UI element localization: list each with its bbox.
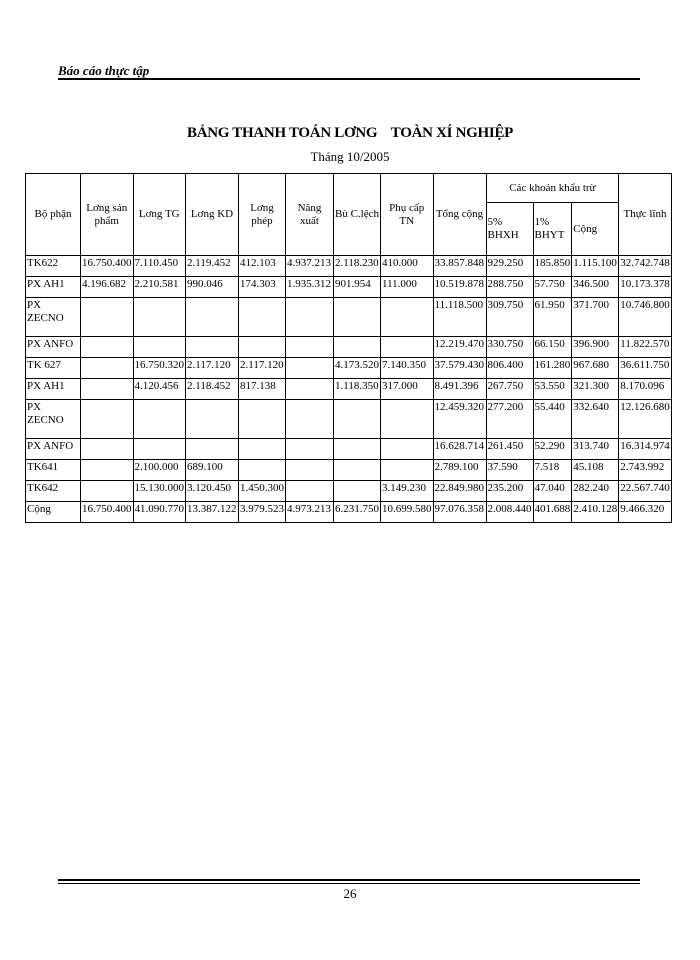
table-cell: 57.750 [533,277,572,298]
table-cell: 2.117.120 [239,358,286,379]
table-cell [381,400,434,439]
page-subtitle: Tháng 10/2005 [310,149,390,164]
table-cell: 8.170.096 [619,379,672,400]
col-header-luong-kd: Lơng KD [186,174,239,256]
table-cell [81,298,134,337]
table-cell: 3.979.523 [239,502,286,523]
table-cell: 16.750.400 [81,256,134,277]
col-header-luong-sp: Lơng sản phẩm [81,174,134,256]
col-header-nang-xuat: Năng xuất [286,174,334,256]
table-cell: 277.200 [486,400,533,439]
table-cell [334,439,381,460]
table-cell [334,400,381,439]
table-row [26,379,672,400]
table-cell: 55.440 [533,400,572,439]
table-cell: 37.579.430 [433,358,486,379]
table-cell: 36.611.750 [619,358,672,379]
table-cell: 2.789.100 [433,460,486,481]
table-cell: 1.450.300 [239,481,286,502]
table-cell: 16.314.974 [619,439,672,460]
col-header-bhyt: 1% BHYT [533,203,572,256]
table-cell: 330.750 [486,337,533,358]
table-cell: 11.822.570 [619,337,672,358]
table-cell: 10.746.800 [619,298,672,337]
table-row [26,358,672,379]
col-header-luong-tg: Lơng TG [133,174,186,256]
table-cell [81,337,134,358]
table-cell [286,358,334,379]
page-title: BẢNG THANH TOÁN LƠNG TOÀN XÍ NGHIỆP [186,125,514,141]
table-cell: 282.240 [572,481,619,502]
table-cell: 7.110.450 [133,256,186,277]
table-cell [133,439,186,460]
table-cell: 11.118.500 [433,298,486,337]
table-cell: 313.740 [572,439,619,460]
table-cell: 16.750.400 [81,502,134,523]
table-cell: 22.849.980 [433,481,486,502]
table-cell [186,337,239,358]
table-cell: 689.100 [186,460,239,481]
table-cell [334,481,381,502]
table-cell: 10.173.378 [619,277,672,298]
table-cell: 6.231.750 [334,502,381,523]
payroll-table [25,173,672,523]
row-label: PX ANFO [26,337,81,358]
table-cell: 12.459.320 [433,400,486,439]
table-cell: 261.450 [486,439,533,460]
table-cell: 10.699.580 [381,502,434,523]
table-cell: 346.500 [572,277,619,298]
header-rule [58,78,640,80]
table-cell: 7.518 [533,460,572,481]
table-cell [381,337,434,358]
col-header-thuc-linh: Thực lĩnh [619,174,672,256]
table-cell [81,358,134,379]
table-cell: 161.280 [533,358,572,379]
table-cell: 401.688 [533,502,572,523]
table-cell: 33.857.848 [433,256,486,277]
table-cell: 41.090.770 [133,502,186,523]
table-cell [286,400,334,439]
table-cell: 1.935.312 [286,277,334,298]
table-row [26,460,672,481]
table-cell: 185.850 [533,256,572,277]
table-cell [81,481,134,502]
table-cell [133,298,186,337]
table-cell: 2.008.440 [486,502,533,523]
table-row [26,277,672,298]
table-cell: 16.750.320 [133,358,186,379]
table-cell: 37.590 [486,460,533,481]
table-cell [133,400,186,439]
col-header-bhxh: 5% BHXH [486,203,533,256]
table-cell: 332.640 [572,400,619,439]
table-cell [81,400,134,439]
table-cell [334,337,381,358]
table-cell: 990.046 [186,277,239,298]
table-cell [133,337,186,358]
table-cell: 410.000 [381,256,434,277]
table-cell: 2.118.230 [334,256,381,277]
table-cell: 1.115.100 [572,256,619,277]
table-cell: 2.743.992 [619,460,672,481]
table-cell [286,379,334,400]
table-cell: 901.954 [334,277,381,298]
table-cell [286,439,334,460]
table-cell [239,439,286,460]
table-cell: 309.750 [486,298,533,337]
table-cell [381,298,434,337]
table-cell: 2.210.581 [133,277,186,298]
table-row [26,481,672,502]
table-cell: 1.118.350 [334,379,381,400]
row-label: PX ZECNO [26,400,81,439]
table-cell: 2.117.120 [186,358,239,379]
footer-rule [58,879,640,881]
col-header-khau-tru: Các khoản khấu trừ [486,174,619,203]
table-cell: 61.950 [533,298,572,337]
table-row [26,337,672,358]
table-cell: 13.387.122 [186,502,239,523]
table-cell: 2.119.452 [186,256,239,277]
table-cell: 4.173.520 [334,358,381,379]
row-label: TK 627 [26,358,81,379]
table-cell: 4.937.213 [286,256,334,277]
table-cell [81,460,134,481]
col-header-tong-cong: Tổng cộng [433,174,486,256]
table-cell: 967.680 [572,358,619,379]
col-header-bo-phan: Bộ phận [26,174,81,256]
table-cell: 371.700 [572,298,619,337]
table-cell: 2.410.128 [572,502,619,523]
table-cell [81,379,134,400]
table-cell: 97.076.358 [433,502,486,523]
table-cell: 317.000 [381,379,434,400]
table-cell: 2.100.000 [133,460,186,481]
table-cell [334,298,381,337]
table-cell: 8.491.396 [433,379,486,400]
table-cell [286,460,334,481]
table-cell: 235.200 [486,481,533,502]
col-header-cong: Cộng [572,203,619,256]
table-cell: 4.196.682 [81,277,134,298]
table-cell: 12.126.680 [619,400,672,439]
table-row [26,439,672,460]
table-cell: 16.628.714 [433,439,486,460]
table-cell [186,400,239,439]
table-row [26,256,672,277]
row-label: Cộng [26,502,81,523]
table-cell: 267.750 [486,379,533,400]
table-cell: 929.250 [486,256,533,277]
table-cell: 321.300 [572,379,619,400]
table-cell: 806.400 [486,358,533,379]
table-cell: 396.900 [572,337,619,358]
page-number: 26 [343,886,357,901]
row-label: TK622 [26,256,81,277]
table-cell: 9.466.320 [619,502,672,523]
table-cell: 7.140.350 [381,358,434,379]
table-cell: 412.103 [239,256,286,277]
table-cell: 817.138 [239,379,286,400]
table-cell: 174.303 [239,277,286,298]
table-cell: 111.000 [381,277,434,298]
table-cell [286,337,334,358]
table-cell [381,460,434,481]
row-label: TK642 [26,481,81,502]
report-header-label: Báo cáo thực tập [58,63,150,78]
col-header-bu-clech: Bù C.lệch [334,174,381,256]
row-label: PX AH1 [26,379,81,400]
table-cell: 12.219.470 [433,337,486,358]
table-cell [239,460,286,481]
table-cell: 66.150 [533,337,572,358]
footer-rule-thin [58,883,640,884]
table-cell: 288.750 [486,277,533,298]
table-cell: 10.519.878 [433,277,486,298]
table-cell [381,439,434,460]
table-cell [81,439,134,460]
col-header-phu-cap: Phụ cấp TN [381,174,434,256]
table-cell: 15.130.000 [133,481,186,502]
table-cell: 4.120.456 [133,379,186,400]
table-row [26,298,672,337]
table-cell: 3.149.230 [381,481,434,502]
table-cell [239,298,286,337]
table-cell: 53.550 [533,379,572,400]
table-cell [239,337,286,358]
table-cell: 4.973.213 [286,502,334,523]
table-cell: 22.567.740 [619,481,672,502]
table-cell: 32.742.748 [619,256,672,277]
row-label: PX ZECNO [26,298,81,337]
table-cell: 2.118.452 [186,379,239,400]
row-label: TK641 [26,460,81,481]
table-row [26,502,672,523]
table-cell: 45.108 [572,460,619,481]
table-cell: 3.120.450 [186,481,239,502]
table-cell: 47.040 [533,481,572,502]
table-row [26,400,672,439]
table-cell [239,400,286,439]
table-cell [286,298,334,337]
table-cell [334,460,381,481]
row-label: PX ANFO [26,439,81,460]
table-cell [186,439,239,460]
table-cell [286,481,334,502]
col-header-luong-phep: Lơng phép [239,174,286,256]
table-cell [186,298,239,337]
row-label: PX AH1 [26,277,81,298]
table-cell: 52.290 [533,439,572,460]
